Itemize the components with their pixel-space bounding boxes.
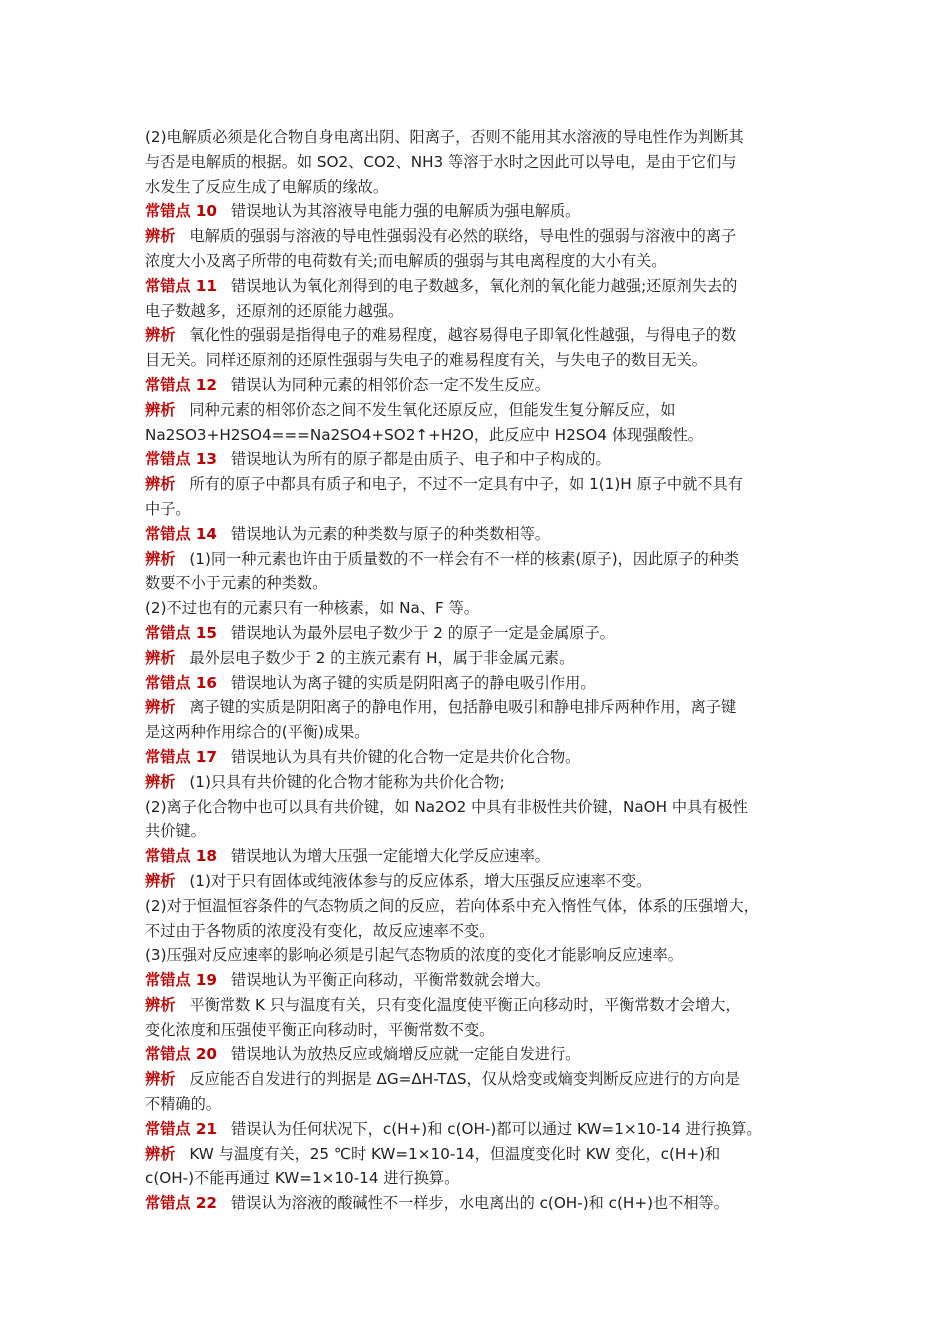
line-text: Na2SO3+H2SO4===Na2SO4+SO2↑+H2O，此反应中 H2SO4 体现强酸性。 [145,425,703,444]
text-line [145,497,817,522]
analysis-line [145,224,817,249]
analysis-label: 辨析 [145,1070,176,1089]
line-text: 错误地认为离子键的实质是阴阳离子的静电吸引作用。 [231,673,596,692]
analysis-line [145,869,817,894]
text-line [145,249,817,274]
line-text: 错误地认为元素的种类数与原子的种类数相等。 [231,524,550,543]
line-text: (2)电解质必须是化合物自身电离出阴、阳离子，否则不能用其水溶液的导电性作为判断其 [145,128,744,146]
error-point-line [145,522,817,547]
error-point-line [145,447,817,472]
analysis-label: 辨析 [145,400,176,419]
error-point-line [145,373,817,398]
text-line [145,720,817,745]
line-text: 错误认为同种元素的相邻价态一定不发生反应。 [231,375,550,394]
text-line [145,1092,817,1117]
analysis-label: 辨析 [145,871,176,890]
error-point-label: 常错点 18 [145,847,217,866]
error-point-line [145,199,817,224]
analysis-line [145,472,817,497]
line-text: 电子数越多，还原剂的还原能力越强。 [145,301,404,320]
line-text: 错误地认为氧化剂得到的电子数越多，氧化剂的氧化能力越强;还原剂失去的 [231,276,738,295]
line-text: 不精确的。 [145,1095,221,1114]
line-text: 错误地认为平衡正向移动，平衡常数就会增大。 [231,971,550,990]
document-body [145,125,817,1216]
error-point-label: 常错点 22 [145,1194,217,1213]
text-line [145,1018,817,1043]
analysis-label: 辨析 [145,772,176,791]
line-text: (1)只具有共价键的化合物才能称为共价化合物; [189,772,505,791]
analysis-line [145,695,817,720]
line-text: 浓度大小及离子所带的电荷数有关;而电解质的强弱与其电离程度的大小有关。 [145,251,667,270]
line-text: 错误地认为最外层电子数少于 2 的原子一定是金属原子。 [231,623,615,642]
error-point-label: 常错点 15 [145,623,217,642]
line-text: (2)离子化合物中也可以具有共价键，如 Na2O2 中具有非极性共价键，NaOH 中具有极性 [145,797,748,816]
line-text: 所有的原子中都具有质子和电子，不过不一定具有中子，如 1(1)H 原子中就不具有 [189,475,743,494]
error-point-label: 常错点 21 [145,1119,217,1138]
text-line [145,919,817,944]
line-text: 氧化性的强弱是指得电子的难易程度，越容易得电子即氧化性越强，与得电子的数 [189,326,737,345]
text-line [145,423,817,448]
line-text: 错误地认为增大压强一定能增大化学反应速率。 [231,847,550,866]
text-line [145,348,817,373]
analysis-line [145,646,817,671]
analysis-line [145,1067,817,1092]
line-text: (3)压强对反应速率的影响必须是引起气态物质的浓度的变化才能影响反应速率。 [145,946,683,965]
error-point-line [145,1191,817,1216]
analysis-line [145,993,817,1018]
text-line [145,894,817,919]
text-line [145,596,817,621]
line-text: 错误地认为放热反应或熵增反应就一定能自发进行。 [231,1045,581,1064]
text-line [145,1166,817,1191]
line-text: (2)对于恒温恒容条件的气态物质之间的反应，若向体系中充入惰性气体，体系的压强增大， [145,896,759,915]
line-text: 电解质的强弱与溶液的导电性强弱没有必然的联络，导电性的强弱与溶液中的离子 [189,227,737,246]
line-text: (1)同一种元素也许由于质量数的不一样会有不一样的核素(原子)，因此原子的种类 [189,549,740,568]
text-line [145,125,817,150]
line-text: 是这两种作用综合的(平衡)成果。 [145,723,370,742]
line-text: c(OH-)不能再通过 KW=1×10-14 进行换算。 [145,1169,460,1188]
text-line [145,795,817,820]
analysis-label: 辨析 [145,475,176,494]
line-text: 共价键。 [145,822,206,841]
line-text: 变化浓度和压强使平衡正向移动时，平衡常数不变。 [145,1020,495,1039]
line-text: 目无关。同样还原剂的还原性强弱与失电子的难易程度有关，与失电子的数目无关。 [145,351,707,370]
analysis-label: 辨析 [145,326,176,345]
error-point-label: 常错点 16 [145,673,217,692]
analysis-line [145,323,817,348]
error-point-line [145,968,817,993]
line-text: (2)不过也有的元素只有一种核素，如 Na、F 等。 [145,599,479,618]
error-point-label: 常错点 11 [145,276,217,295]
text-line [145,943,817,968]
analysis-label: 辨析 [145,995,176,1014]
line-text: 数要不小于元素的种类数。 [145,574,328,593]
analysis-label: 辨析 [145,648,176,667]
error-point-label: 常错点 20 [145,1045,217,1064]
line-text: 中子。 [145,499,191,518]
error-point-label: 常错点 17 [145,747,217,766]
error-point-line [145,844,817,869]
line-text: 最外层电子数少于 2 的主族元素有 H，属于非金属元素。 [189,648,575,667]
line-text: 错误地认为其溶液导电能力强的电解质为强电解质。 [231,202,581,221]
line-text: 错误地认为具有共价键的化合物一定是共价化合物。 [231,747,581,766]
error-point-line [145,745,817,770]
analysis-line [145,398,817,423]
line-text: 错误地认为所有的原子都是由质子、电子和中子构成的。 [231,450,611,469]
error-point-line [145,1042,817,1067]
error-point-label: 常错点 13 [145,450,217,469]
line-text: 错误认为任何状况下，c(H+)和 c(OH-)都可以通过 KW=1×10-14 进行换算。 [231,1119,762,1138]
text-line [145,299,817,324]
analysis-label: 辨析 [145,227,176,246]
line-text: 与否是电解质的根据。如 SO2、CO2、NH3 等溶于水时之因此可以导电，是由于它们与 [145,152,737,171]
line-text: 反应能否自发进行的判据是 ΔG=ΔH-TΔS，仅从焓变或熵变判断反应进行的方向是 [189,1070,740,1089]
text-line [145,819,817,844]
line-text: 同种元素的相邻价态之间不发生氧化还原反应，但能发生复分解反应，如 [189,400,676,419]
line-text: 水发生了反应生成了电解质的缘故。 [145,177,388,196]
error-point-label: 常错点 10 [145,202,217,221]
error-point-line [145,1117,817,1142]
line-text: 平衡常数 K 只与温度有关，只有变化温度使平衡正向移动时，平衡常数才会增大， [189,995,741,1014]
text-line [145,571,817,596]
error-point-line [145,274,817,299]
line-text: (1)对于只有固体或纯液体参与的反应体系，增大压强反应速率不变。 [189,871,652,890]
text-line [145,150,817,175]
analysis-label: 辨析 [145,1144,176,1163]
analysis-line [145,770,817,795]
error-point-line [145,671,817,696]
line-text: KW 与温度有关，25 ℃时 KW=1×10-14，但温度变化时 KW 变化，c(H+)和 [189,1144,721,1163]
error-point-line [145,621,817,646]
error-point-label: 常错点 14 [145,524,217,543]
analysis-line [145,1142,817,1167]
analysis-label: 辨析 [145,698,176,717]
text-line [145,175,817,200]
line-text: 错误认为溶液的酸碱性不一样步，水电离出的 c(OH-)和 c(H+)也不相等。 [231,1194,729,1213]
analysis-label: 辨析 [145,549,176,568]
line-text: 离子键的实质是阴阳离子的静电作用，包括静电吸引和静电排斥两种作用，离子键 [189,698,737,717]
line-text: 不过由于各物质的浓度没有变化，故反应速率不变。 [145,921,495,940]
error-point-label: 常错点 12 [145,375,217,394]
error-point-label: 常错点 19 [145,971,217,990]
analysis-line [145,547,817,572]
